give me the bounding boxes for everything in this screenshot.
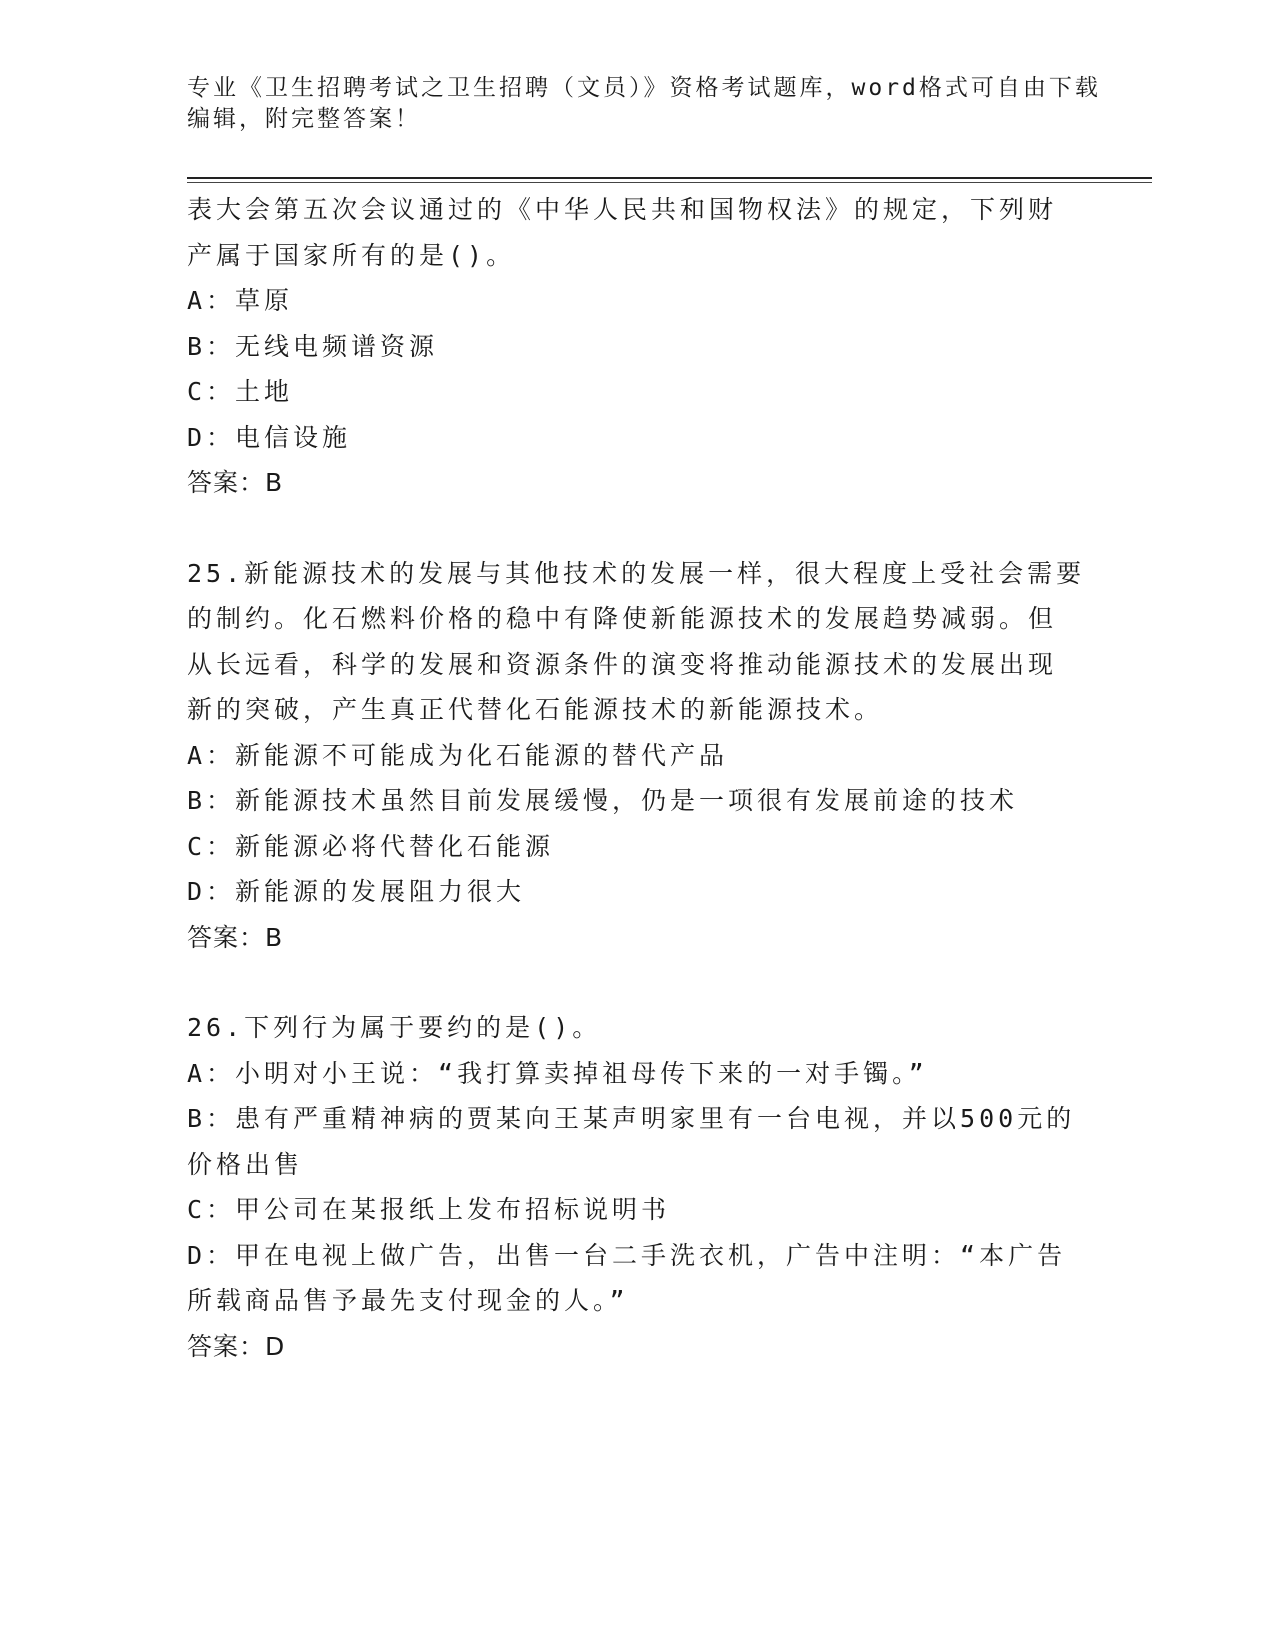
question-25 <box>187 551 1087 961</box>
option-a: A：小明对小王说：“我打算卖掉祖母传下来的一对手镯。” <box>187 1058 928 1088</box>
option-a: A：草原 <box>187 286 294 315</box>
option-d: D：新能源的发展阻力很大 <box>187 877 526 906</box>
question-stem: 产属于国家所有的是()。 <box>187 240 516 270</box>
question-stem: 25.新能源技术的发展与其他技术的发展一样，很大程度上受社会需要 <box>187 558 1086 588</box>
option-b: B：无线电频谱资源 <box>187 331 439 361</box>
option-d: D：电信设施 <box>187 422 352 452</box>
question-stem: 从长远看，科学的发展和资源条件的演变将推动能源技术的发展出现 <box>187 649 1058 679</box>
option-d: D：甲在电视上做广告，出售一台二手洗衣机，广告中注明：“本广告 <box>187 1240 1067 1270</box>
header-line-1: 专业《卫生招聘考试之卫生招聘（文员）》资格考试题库，word格式可自由下载 <box>187 75 1101 101</box>
header-divider-thick <box>187 177 1152 179</box>
option-c: C：新能源必将代替化石能源 <box>187 831 555 861</box>
question-stem: 新的突破，产生真正代替化石能源技术的新能源技术。 <box>187 695 884 724</box>
option-a: A：新能源不可能成为化石能源的替代产品 <box>187 740 729 770</box>
header-divider-thin <box>187 182 1152 183</box>
answer: 答案：B <box>187 922 284 952</box>
question-stem: 26.下列行为属于要约的是()。 <box>187 1013 602 1042</box>
document-header <box>187 73 1101 135</box>
option-b: 价格出售 <box>187 1149 304 1179</box>
question-24 <box>187 187 1087 506</box>
question-26 <box>187 1005 1087 1369</box>
answer: 答案：D <box>187 1331 286 1361</box>
question-list <box>187 187 1087 1369</box>
spacer <box>187 960 1087 1005</box>
header-line-2: 编辑，附完整答案！ <box>187 106 421 132</box>
option-d: 所载商品售予最先支付现金的人。” <box>187 1286 629 1315</box>
option-c: C：甲公司在某报纸上发布招标说明书 <box>187 1195 671 1224</box>
option-c: C：土地 <box>187 377 294 406</box>
question-stem: 的制约。化石燃料价格的稳中有降使新能源技术的发展趋势减弱。但 <box>187 604 1058 633</box>
option-b: B：患有严重精神病的贾某向王某声明家里有一台电视，并以500元的 <box>187 1104 1076 1133</box>
option-b: B：新能源技术虽然目前发展缓慢，仍是一项很有发展前途的技术 <box>187 786 1019 815</box>
question-stem: 表大会第五次会议通过的《中华人民共和国物权法》的规定，下列财 <box>187 195 1058 224</box>
spacer <box>187 506 1087 551</box>
answer: 答案：B <box>187 468 284 497</box>
